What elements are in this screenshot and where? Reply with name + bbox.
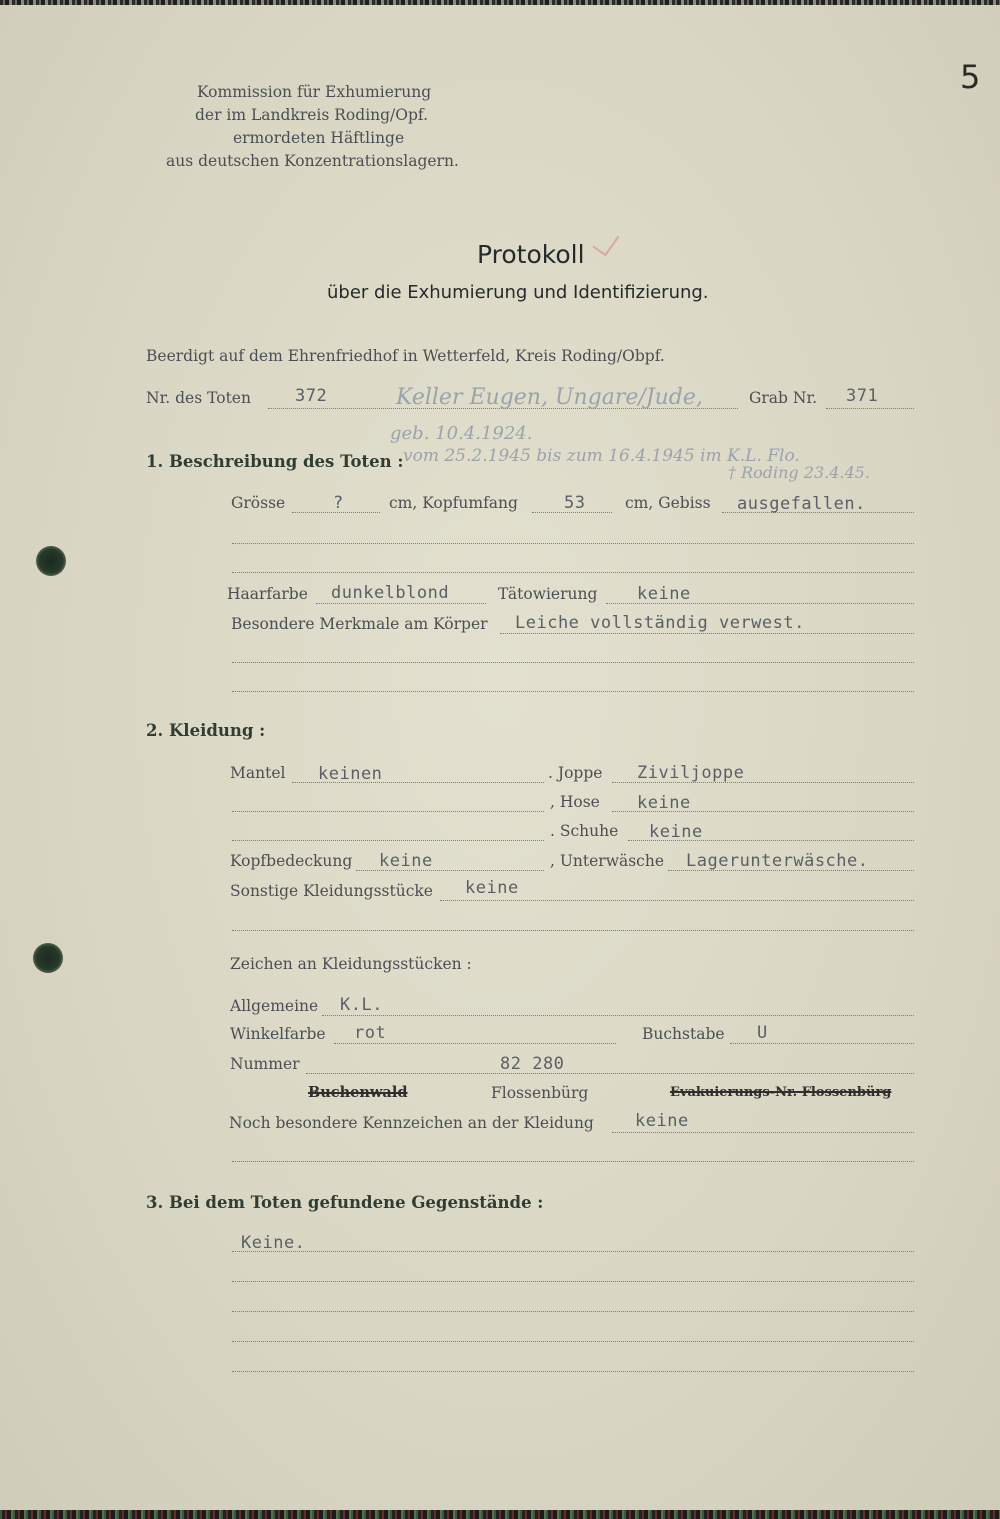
other-clothing-label: Sonstige Kleidungsstücke	[230, 882, 433, 900]
coat-value: keinen	[318, 764, 383, 784]
teeth-label: cm, Gebiss	[625, 494, 711, 512]
clothing-marks-heading: Zeichen an Kleidungsstücken :	[230, 955, 472, 973]
camp-flossenbuerg: Flossenbürg	[491, 1084, 589, 1102]
color-label: Winkelfarbe	[230, 1025, 326, 1043]
dead-number-label: Nr. des Toten	[146, 389, 251, 407]
jacket-value: Ziviljoppe	[637, 763, 745, 783]
dotted-line	[232, 1161, 914, 1162]
dotted-line	[232, 840, 544, 841]
dotted-line	[730, 1043, 914, 1044]
header-line-1: Kommission für Exhumierung	[197, 83, 432, 101]
section3-heading: 3. Bei dem Toten gefundene Gegenstände :	[146, 1193, 544, 1212]
hair-label: Haarfarbe	[227, 585, 308, 603]
dotted-line	[334, 1043, 616, 1044]
jacket-label: . Joppe	[548, 764, 603, 782]
dotted-line	[232, 543, 914, 544]
header-line-2: der im Landkreis Roding/Opf.	[195, 106, 429, 124]
number-label: Nummer	[230, 1055, 300, 1073]
section3-value: Keine.	[241, 1233, 306, 1253]
marks-value: Leiche vollständig verwest.	[515, 613, 805, 633]
dotted-line	[612, 1132, 914, 1133]
trousers-label: , Hose	[550, 793, 600, 811]
tattoo-label: Tätowierung	[498, 585, 598, 603]
underwear-label: , Unterwäsche	[550, 852, 665, 870]
punch-hole-icon	[33, 943, 63, 973]
other-clothing-value: keine	[465, 878, 519, 898]
section1-note2-handwritten: † Roding 23.4.45.	[728, 463, 870, 482]
dotted-line	[232, 1341, 914, 1342]
check-mark-icon	[593, 228, 620, 257]
head-label: cm, Kopfumfang	[389, 494, 518, 512]
page-number: 5	[960, 58, 981, 96]
underwear-value: Lagerunterwäsche.	[686, 851, 869, 871]
scan-edge-top	[0, 0, 1000, 5]
header-line-3: ermordeten Häftlinge	[233, 129, 405, 147]
scan-edge-bottom	[0, 1510, 1000, 1519]
dotted-line	[322, 1015, 914, 1016]
trousers-value: keine	[637, 793, 691, 813]
height-label: Grösse	[231, 494, 286, 512]
header-line-4: aus deutschen Konzentrationslagern.	[166, 152, 459, 170]
section1-heading: 1. Beschreibung des Toten :	[146, 452, 404, 471]
letter-label: Buchstabe	[642, 1025, 725, 1043]
shoes-value: keine	[649, 822, 703, 842]
headwear-value: keine	[379, 851, 433, 871]
dotted-line	[440, 900, 914, 901]
general-label: Allgemeine	[230, 997, 319, 1015]
page-subtitle: über die Exhumierung und Identifizierung.	[327, 282, 709, 303]
punch-hole-icon	[36, 546, 66, 576]
grave-label: Grab Nr.	[749, 389, 818, 407]
section2-heading: 2. Kleidung :	[146, 721, 266, 740]
dotted-line	[232, 1311, 914, 1312]
evacuation-number: Evakuierungs-Nr. Flossenbürg	[670, 1085, 892, 1100]
dotted-line	[232, 1281, 914, 1282]
extra-marks-label: Noch besondere Kennzeichen an der Kleidung	[229, 1114, 594, 1132]
dotted-line	[826, 408, 914, 409]
number-value: 82 280	[500, 1054, 565, 1074]
tattoo-value: keine	[637, 584, 691, 604]
marks-label: Besondere Merkmale am Körper	[231, 615, 488, 633]
dotted-line	[232, 691, 914, 692]
camp-buchenwald: Buchenwald	[308, 1084, 408, 1101]
section1-note-handwritten: vom 25.2.1945 bis zum 16.4.1945 im K.L. Flo.	[403, 446, 800, 466]
dotted-line	[232, 811, 544, 812]
color-value: rot	[354, 1023, 387, 1043]
shoes-label: . Schuhe	[550, 822, 619, 840]
letter-value: U	[757, 1023, 768, 1043]
dotted-line	[232, 662, 914, 663]
dotted-line	[316, 603, 486, 604]
dead-name-handwritten: Keller Eugen, Ungare/Jude,	[396, 385, 703, 410]
dotted-line	[232, 930, 914, 931]
grave-number-value: 371	[846, 386, 879, 406]
hair-value: dunkelblond	[331, 583, 450, 603]
dotted-line	[232, 1251, 914, 1252]
head-value: 53	[564, 493, 586, 513]
headwear-label: Kopfbedeckung	[230, 852, 353, 870]
dead-number-value: 372	[295, 386, 328, 406]
dotted-line	[232, 1371, 914, 1372]
dotted-line	[232, 572, 914, 573]
burial-line: Beerdigt auf dem Ehrenfriedhof in Wetterfeld, Kreis Roding/Obpf.	[146, 347, 665, 365]
dotted-line	[306, 1073, 914, 1074]
coat-label: Mantel	[230, 764, 286, 782]
extra-marks-value: keine	[635, 1111, 689, 1131]
dotted-line	[500, 633, 914, 634]
birth-handwritten: geb. 10.4.1924.	[390, 423, 533, 444]
page-title: Protokoll	[477, 240, 585, 269]
teeth-value: ausgefallen.	[737, 494, 866, 514]
height-value: ?	[333, 493, 344, 513]
general-value: K.L.	[340, 995, 383, 1015]
